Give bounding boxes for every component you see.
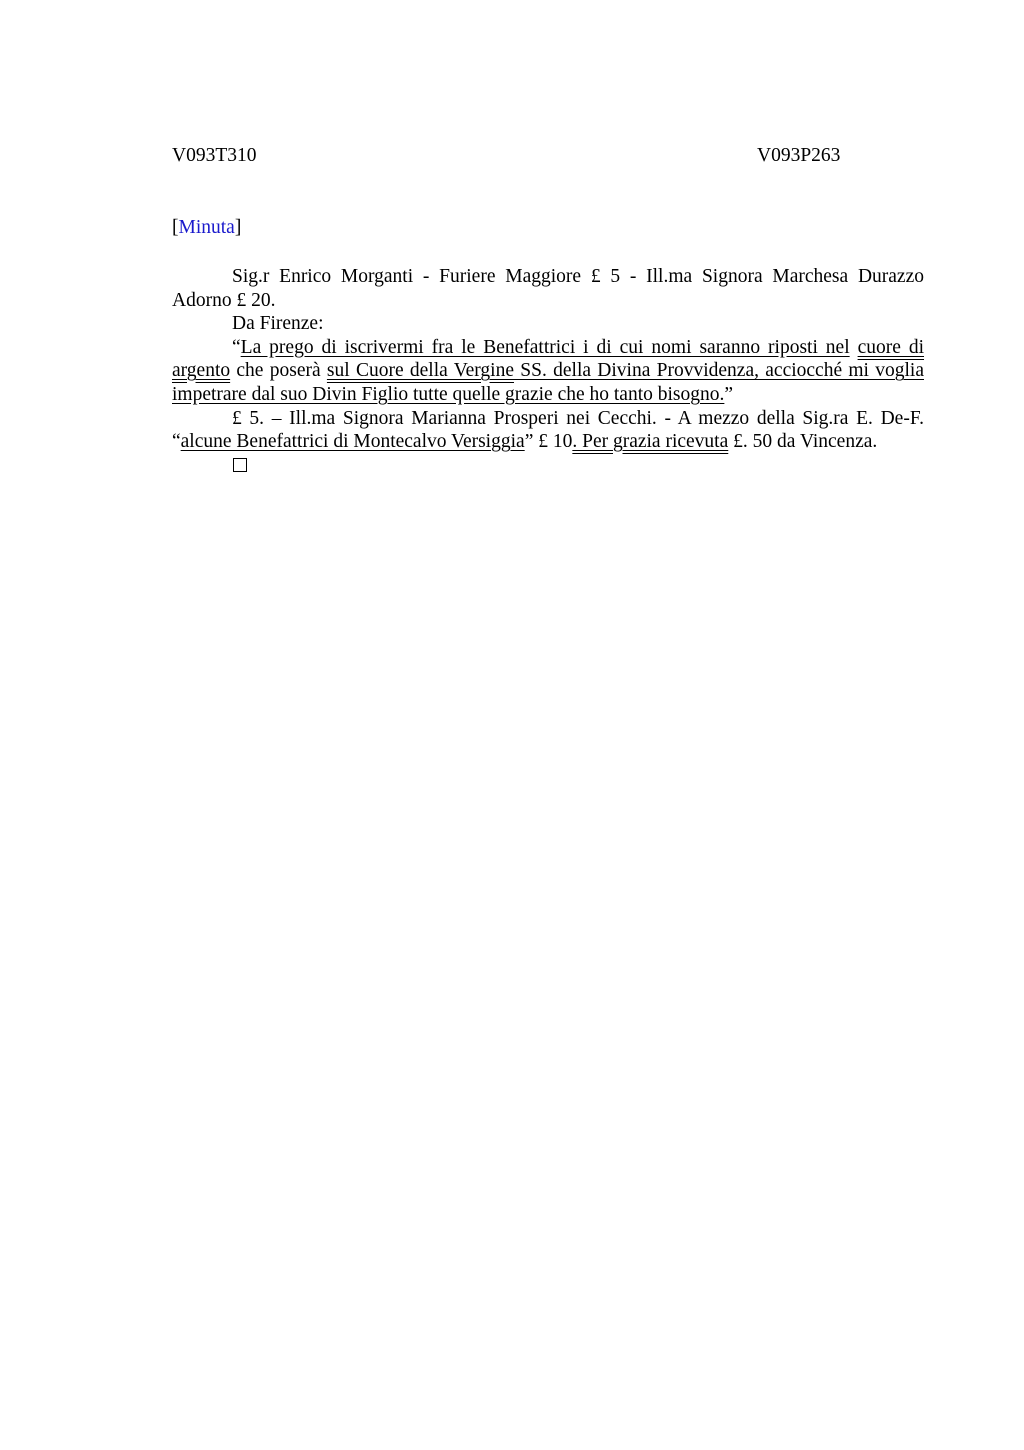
paragraph-quoted-letter [172, 336, 924, 407]
double-underlined-text: cuore di argento [172, 336, 925, 382]
plain-text: £ 5. – Ill.ma Signora Marianna Prosperi nei Cecchi. - A mezzo della Sig.ra E. De-F. “ [172, 407, 924, 453]
document-header [172, 145, 924, 171]
double-underlined-text: . Per grazia ricevuta [572, 431, 729, 453]
section-label [172, 217, 241, 239]
close-bracket: ] [234, 217, 242, 238]
underlined-text: La prego di iscrivermi fra le Benefattrici i di cui nomi saranno riposti nel [240, 336, 850, 358]
end-marker-line [172, 454, 924, 478]
space [850, 337, 858, 358]
plain-text: che poserà [230, 360, 327, 382]
minuta-link[interactable]: Minuta [178, 217, 235, 238]
document-code-right: V093P263 [757, 145, 841, 166]
open-quote: “ [232, 336, 241, 358]
document-page [172, 145, 925, 453]
document-body [172, 265, 924, 477]
underlined-text: SS. della Divina Provvidenza, acciocché mi voglia impetrare dal suo Divin Figlio tutte quelle grazie che ho tanto bisogno. [172, 360, 924, 405]
plain-text: £. 50 da Vincenza. [728, 431, 878, 453]
empty-square-icon [233, 458, 247, 472]
paragraph-from-firenze: Da Firenze: [232, 313, 324, 335]
document-code-left: V093T310 [172, 145, 257, 166]
double-underlined-text: sul Cuore della Vergine [326, 360, 514, 382]
close-quote: ” [724, 383, 734, 405]
underlined-text: alcune Benefattrici di Montecalvo Versiggia [180, 431, 525, 453]
paragraph-donations-1: Sig.r Enrico Morganti - Furiere Maggiore £ 5 - Ill.ma Signora Marchesa Durazzo Adorno £ 20. [172, 266, 924, 311]
paragraph-donations-2 [172, 407, 924, 454]
open-bracket: [ [172, 217, 179, 238]
plain-text: ” £ 10 [524, 431, 573, 453]
